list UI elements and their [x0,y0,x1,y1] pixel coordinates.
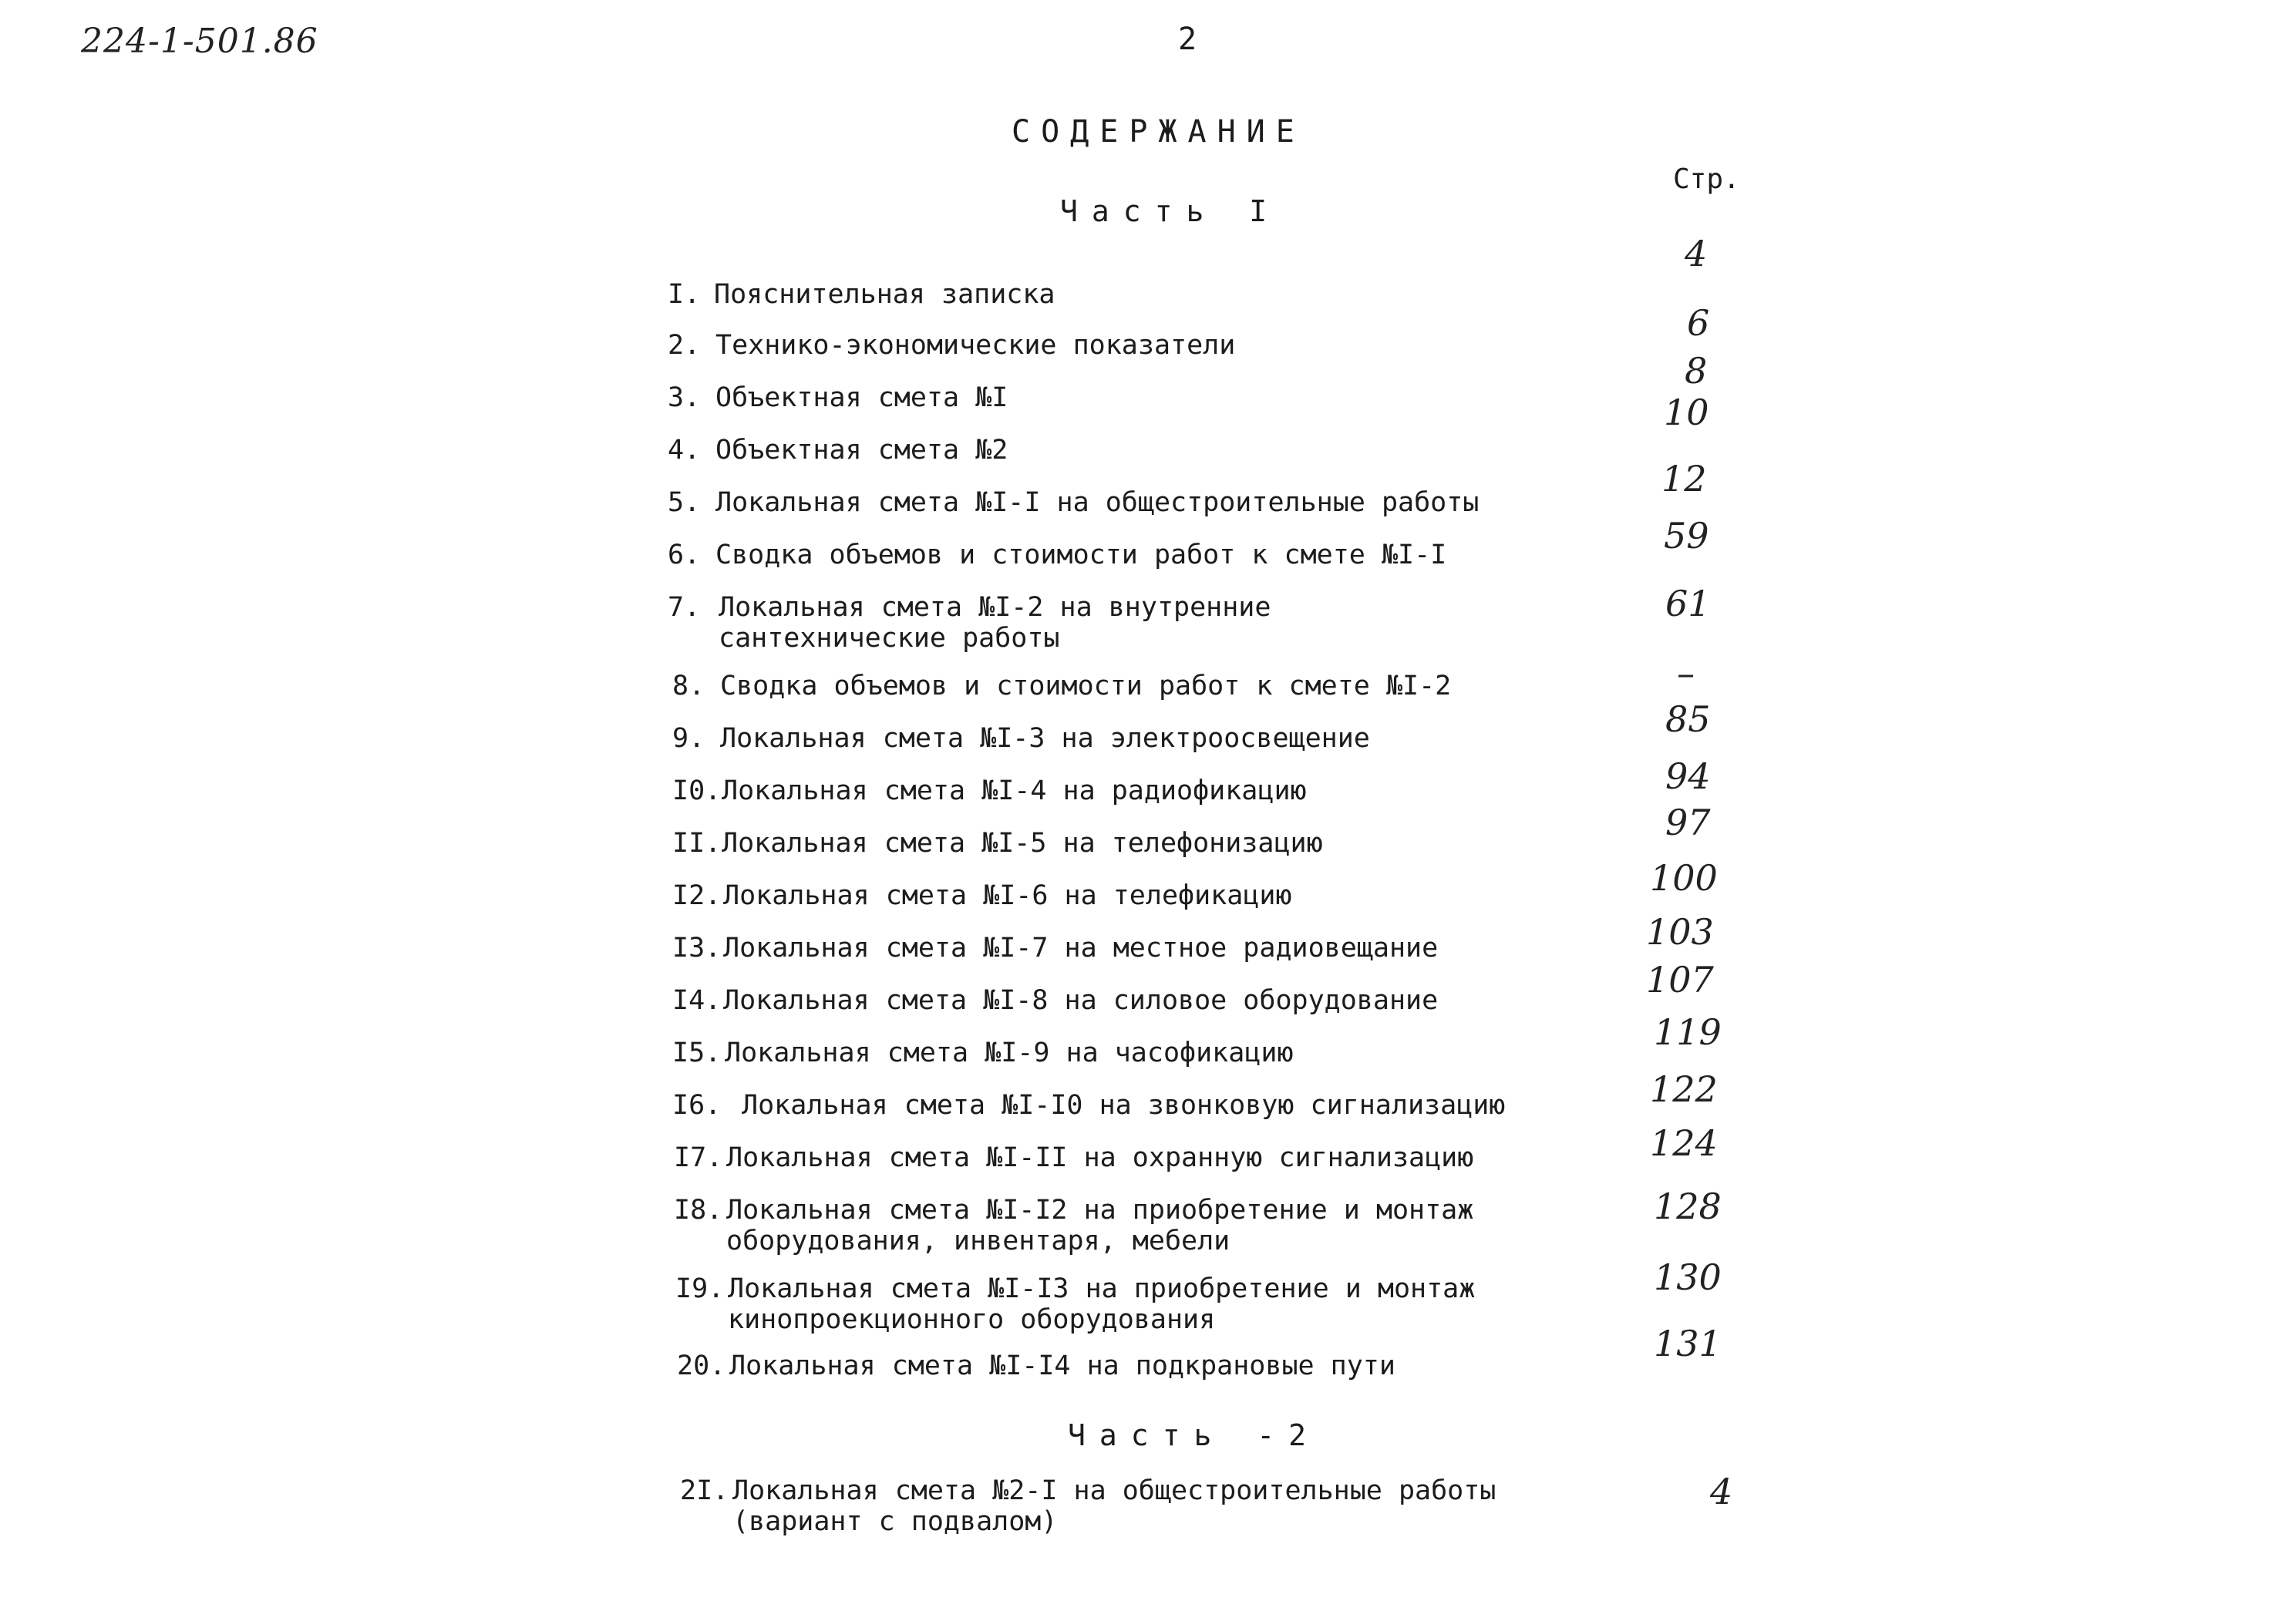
toc-entry-number: I9. [675,1273,725,1304]
toc-entry-number: I8. [674,1195,723,1226]
toc-entry-number: I3. [672,933,722,964]
toc-entry-text: Пояснительная записка [714,279,1055,310]
toc-entry [672,985,1438,1016]
toc-entry-text: Сводка объемов и стоимости работ к смете №I-I [715,540,1447,570]
page-title: СОДЕРЖАНИЕ [1012,114,1305,150]
toc-entry-number: I0. [672,775,722,806]
toc-entry [675,1273,1493,1335]
page-ref: 97 [1665,802,1711,843]
toc-entry [668,330,1235,361]
page-ref: 122 [1650,1068,1718,1110]
toc-entry-text: Локальная смета №I-8 на силовое оборудование [723,985,1439,1016]
page-ref: 119 [1654,1011,1722,1053]
toc-entry-number: I7. [674,1142,723,1173]
toc-entry-text: Технико-экономические показатели [715,330,1236,361]
page-ref: 94 [1665,755,1711,797]
toc-entry [680,1475,1513,1537]
page-ref: – [1677,652,1695,694]
toc-entry-number: 2I. [680,1475,729,1506]
page-ref: 4 [1710,1471,1733,1512]
toc-entry [674,1142,1473,1173]
toc-entry-number: I4. [672,985,722,1016]
toc-entry-number: 5. [668,487,701,518]
toc-entry [672,723,1370,754]
part2-heading: Часть -2 [1068,1418,1321,1452]
toc-entry-text: Локальная смета №I-II на охранную сигнализацию [726,1142,1474,1173]
document-code: 224-1-501.86 [81,22,318,61]
toc-entry-number: 6. [668,540,701,570]
toc-entry-number: 20. [677,1350,726,1381]
toc-entry-number: I2. [672,880,722,911]
toc-entry [668,382,1008,413]
toc-entry-text: Локальная смета №I-I на общестроительные работы [715,487,1480,518]
toc-entry [668,592,1547,654]
toc-entry [672,880,1292,911]
page-ref: 130 [1654,1256,1722,1298]
page-ref: 59 [1664,515,1709,557]
toc-entry-text: Локальная смета №I-7 на местное радиовещание [723,933,1439,964]
toc-entry-text: Объектная смета №I [715,382,1008,413]
toc-entry [668,540,1446,570]
toc-entry-text: Локальная смета №I-5 на телефонизацию [722,828,1323,859]
toc-entry-number: 4. [668,435,701,466]
toc-entry [677,1350,1395,1381]
toc-entry-text: Локальная смета №I-6 на телефикацию [723,880,1292,911]
part1-heading: Часть I [1060,194,1281,228]
toc-entry-text: Локальная смета №I-4 на радиофикацию [722,775,1307,806]
page-ref: 8 [1685,350,1708,392]
page-ref: 85 [1665,698,1711,740]
toc-entry-number: I6. [672,1090,722,1121]
toc-entry [674,1195,1491,1256]
toc-entry-text: Локальная смета №I-I3 на приобретение и монтаж кинопроекционного оборудования [728,1273,1476,1335]
toc-entry-number: 2. [668,330,701,361]
page-ref: 107 [1646,959,1714,1001]
toc-entry [672,1090,1505,1121]
toc-entry-text: Локальная смета №I-9 на часофикацию [725,1038,1294,1068]
page-ref: 6 [1687,302,1710,344]
page-ref: 124 [1650,1122,1718,1164]
toc-entry [672,1038,1294,1068]
toc-entry-number: II. [672,828,722,859]
page-ref: 103 [1646,911,1714,953]
toc-entry-text: Локальная смета №I-I4 на подкрановые пути [729,1350,1395,1381]
toc-entry-number: 3. [668,382,701,413]
toc-entry [672,933,1438,964]
toc-entry-text: Сводка объемов и стоимости работ к смете №I-2 [720,671,1452,701]
page-column-label: Стр. [1673,163,1740,195]
page-number: 2 [1178,22,1197,57]
toc-entry-text: Локальная смета №I-I0 на звонковую сигнализацию [742,1090,1506,1121]
toc-entry-text: Объектная смета №2 [715,435,1008,466]
toc-entry-text: Локальная смета №I-2 на внутренние сантехнические работы [719,592,1271,654]
toc-entry-number: I. [668,279,701,310]
toc-entry-text: Локальная смета №I-I2 на приобретение и монтаж оборудования, инвентаря, мебели [726,1195,1474,1256]
toc-entry-number: I5. [672,1038,722,1068]
page-ref: 61 [1665,583,1711,624]
page-ref: 10 [1664,392,1709,433]
page-ref: 100 [1650,857,1718,899]
toc-entry-number: 8. [672,671,705,701]
toc-entry-text: Локальная смета №I-3 на электроосвещение [720,723,1370,754]
page-ref: 4 [1685,233,1708,274]
toc-entry [672,775,1307,806]
toc-entry [668,487,1479,518]
toc-entry [672,828,1323,859]
page-ref: 12 [1661,458,1707,499]
toc-entry-number: 7. [668,592,701,623]
page-ref: 131 [1654,1323,1722,1364]
toc-entry-text: Локальная смета №2-I на общестроительные работы (вариант с подвалом) [732,1475,1496,1537]
toc-entry [668,435,1008,466]
toc-entry [668,279,1055,310]
toc-entry [672,671,1451,701]
page-ref: 128 [1654,1186,1722,1227]
toc-entry-number: 9. [672,723,705,754]
